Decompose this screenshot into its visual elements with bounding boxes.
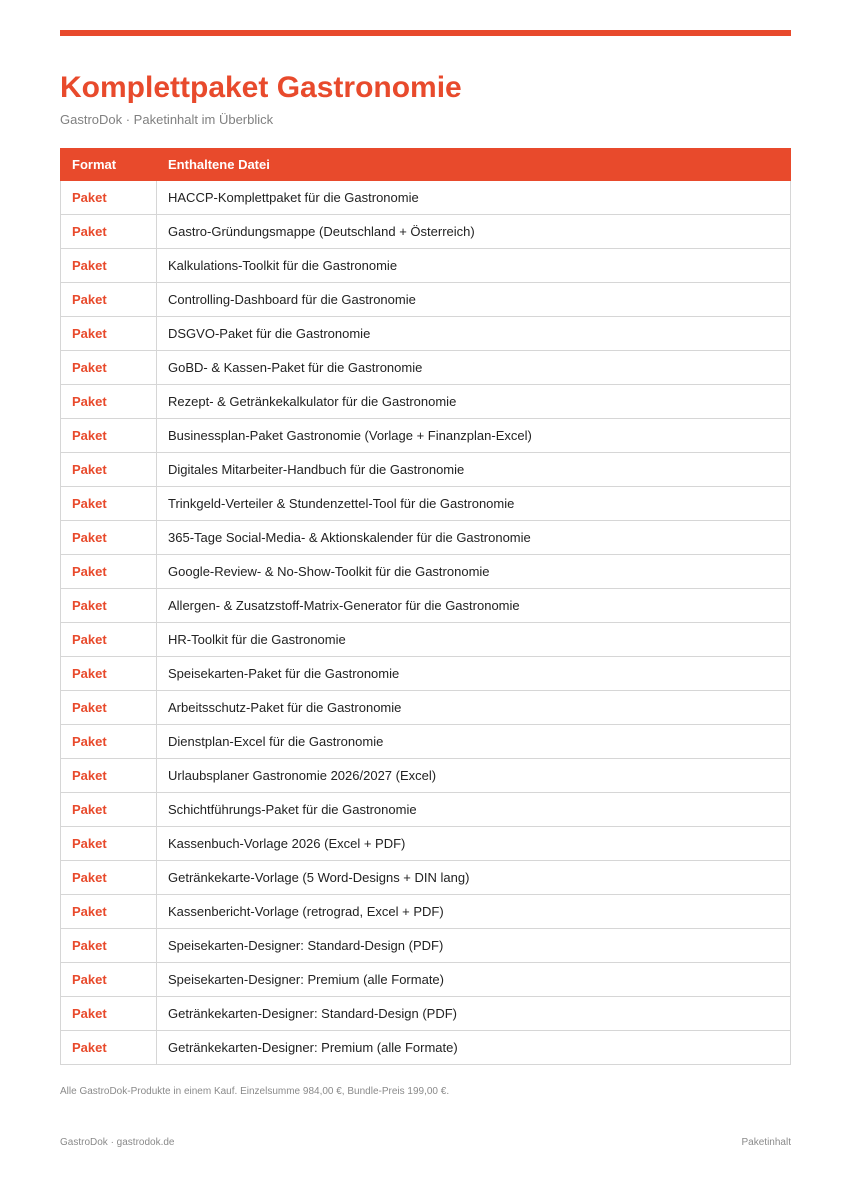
table-row bbox=[61, 895, 791, 929]
file-name-cell: Kassenbuch-Vorlage 2026 (Excel + PDF) bbox=[157, 827, 791, 861]
file-name-cell: Digitales Mitarbeiter-Handbuch für die Gastronomie bbox=[157, 453, 791, 487]
format-cell: Paket bbox=[61, 351, 157, 385]
column-header-format: Format bbox=[61, 149, 157, 181]
format-cell: Paket bbox=[61, 725, 157, 759]
file-name-cell: Urlaubsplaner Gastronomie 2026/2027 (Excel) bbox=[157, 759, 791, 793]
format-cell: Paket bbox=[61, 181, 157, 215]
file-name-cell: Arbeitsschutz-Paket für die Gastronomie bbox=[157, 691, 791, 725]
file-name-cell: Speisekarten-Paket für die Gastronomie bbox=[157, 657, 791, 691]
file-name-cell: Gastro-Gründungsmappe (Deutschland + Österreich) bbox=[157, 215, 791, 249]
table-row bbox=[61, 657, 791, 691]
format-cell: Paket bbox=[61, 249, 157, 283]
file-name-cell: Google-Review- & No-Show-Toolkit für die Gastronomie bbox=[157, 555, 791, 589]
format-cell: Paket bbox=[61, 793, 157, 827]
file-name-cell: Businessplan-Paket Gastronomie (Vorlage + Finanzplan-Excel) bbox=[157, 419, 791, 453]
contents-table bbox=[60, 148, 791, 1065]
table-row bbox=[61, 759, 791, 793]
format-cell: Paket bbox=[61, 1031, 157, 1065]
file-name-cell: Controlling-Dashboard für die Gastronomie bbox=[157, 283, 791, 317]
table-row bbox=[61, 929, 791, 963]
file-name-cell: Getränkekarten-Designer: Premium (alle Formate) bbox=[157, 1031, 791, 1065]
table-row bbox=[61, 725, 791, 759]
table-row bbox=[61, 215, 791, 249]
table-row bbox=[61, 249, 791, 283]
file-name-cell: Trinkgeld-Verteiler & Stundenzettel-Tool für die Gastronomie bbox=[157, 487, 791, 521]
file-name-cell: Speisekarten-Designer: Premium (alle Formate) bbox=[157, 963, 791, 997]
format-cell: Paket bbox=[61, 555, 157, 589]
table-row bbox=[61, 555, 791, 589]
table-row bbox=[61, 351, 791, 385]
file-name-cell: Allergen- & Zusatzstoff-Matrix-Generator für die Gastronomie bbox=[157, 589, 791, 623]
table-row bbox=[61, 963, 791, 997]
format-cell: Paket bbox=[61, 929, 157, 963]
top-accent-rule bbox=[60, 30, 791, 36]
format-cell: Paket bbox=[61, 317, 157, 351]
table-row bbox=[61, 861, 791, 895]
table-row bbox=[61, 827, 791, 861]
table-row bbox=[61, 317, 791, 351]
table-row bbox=[61, 589, 791, 623]
format-cell: Paket bbox=[61, 759, 157, 793]
file-name-cell: GoBD- & Kassen-Paket für die Gastronomie bbox=[157, 351, 791, 385]
file-name-cell: HACCP-Komplettpaket für die Gastronomie bbox=[157, 181, 791, 215]
table-row bbox=[61, 181, 791, 215]
format-cell: Paket bbox=[61, 861, 157, 895]
format-cell: Paket bbox=[61, 963, 157, 997]
file-name-cell: Getränkekarten-Designer: Standard-Design (PDF) bbox=[157, 997, 791, 1031]
file-name-cell: Kalkulations-Toolkit für die Gastronomie bbox=[157, 249, 791, 283]
file-name-cell: 365-Tage Social-Media- & Aktionskalender für die Gastronomie bbox=[157, 521, 791, 555]
table-row bbox=[61, 691, 791, 725]
table-row bbox=[61, 453, 791, 487]
table-header-row bbox=[61, 149, 791, 181]
table-row bbox=[61, 521, 791, 555]
file-name-cell: Speisekarten-Designer: Standard-Design (PDF) bbox=[157, 929, 791, 963]
table-row bbox=[61, 793, 791, 827]
format-cell: Paket bbox=[61, 521, 157, 555]
footer-site: GastroDok · gastrodok.de bbox=[60, 1137, 175, 1148]
format-cell: Paket bbox=[61, 215, 157, 249]
file-name-cell: Rezept- & Getränkekalkulator für die Gastronomie bbox=[157, 385, 791, 419]
format-cell: Paket bbox=[61, 589, 157, 623]
file-name-cell: Schichtführungs-Paket für die Gastronomie bbox=[157, 793, 791, 827]
table-row bbox=[61, 419, 791, 453]
file-name-cell: Getränkekarte-Vorlage (5 Word-Designs + DIN lang) bbox=[157, 861, 791, 895]
table-row bbox=[61, 283, 791, 317]
format-cell: Paket bbox=[61, 691, 157, 725]
column-header-file: Enthaltene Datei bbox=[157, 149, 791, 181]
format-cell: Paket bbox=[61, 895, 157, 929]
format-cell: Paket bbox=[61, 657, 157, 691]
table-row bbox=[61, 997, 791, 1031]
table-row bbox=[61, 623, 791, 657]
file-name-cell: Kassenbericht-Vorlage (retrograd, Excel + PDF) bbox=[157, 895, 791, 929]
file-name-cell: HR-Toolkit für die Gastronomie bbox=[157, 623, 791, 657]
table-row bbox=[61, 385, 791, 419]
file-name-cell: Dienstplan-Excel für die Gastronomie bbox=[157, 725, 791, 759]
format-cell: Paket bbox=[61, 623, 157, 657]
page-title: Komplettpaket Gastronomie bbox=[60, 71, 462, 104]
table-row bbox=[61, 487, 791, 521]
format-cell: Paket bbox=[61, 997, 157, 1031]
format-cell: Paket bbox=[61, 385, 157, 419]
table-body bbox=[61, 181, 791, 1065]
page-subtitle: GastroDok · Paketinhalt im Überblick bbox=[60, 112, 274, 127]
format-cell: Paket bbox=[61, 487, 157, 521]
bundle-note: Alle GastroDok-Produkte in einem Kauf. Einzelsumme 984,00 €, Bundle-Preis 199,00 €. bbox=[60, 1086, 450, 1097]
file-name-cell: DSGVO-Paket für die Gastronomie bbox=[157, 317, 791, 351]
format-cell: Paket bbox=[61, 827, 157, 861]
format-cell: Paket bbox=[61, 453, 157, 487]
footer-section: Paketinhalt bbox=[741, 1137, 791, 1148]
format-cell: Paket bbox=[61, 283, 157, 317]
table-row bbox=[61, 1031, 791, 1065]
format-cell: Paket bbox=[61, 419, 157, 453]
